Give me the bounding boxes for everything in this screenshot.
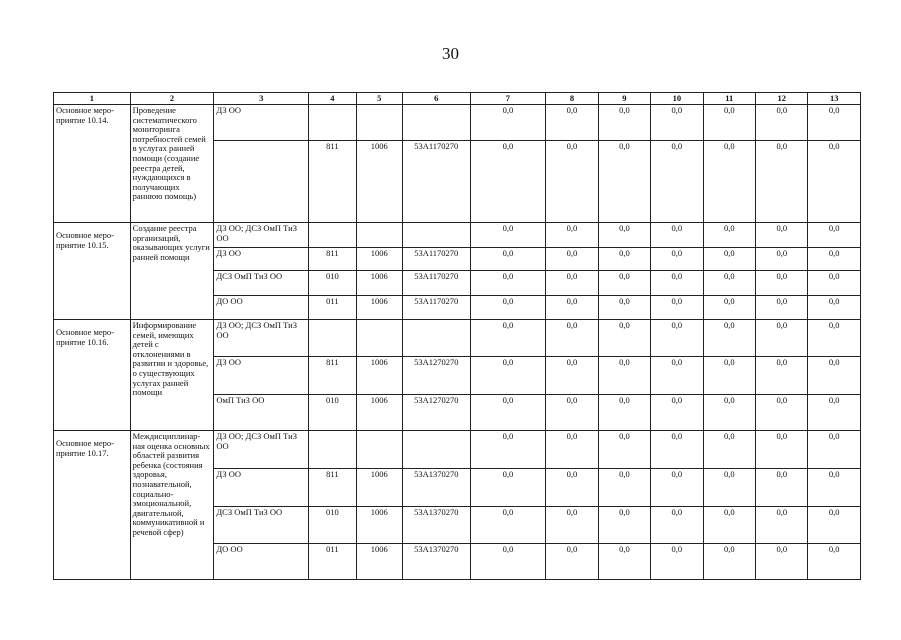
value-cell: 0,0 bbox=[651, 271, 703, 296]
value-cell: 0,0 bbox=[808, 271, 861, 296]
value-cell: 0,0 bbox=[546, 271, 598, 296]
value-cell: 0,0 bbox=[756, 320, 808, 357]
grbs-cell bbox=[309, 105, 356, 141]
header-row bbox=[54, 93, 861, 105]
csr-cell: 53А1170270 bbox=[402, 271, 470, 296]
grbs-cell: 010 bbox=[309, 395, 356, 431]
value-cell: 0,0 bbox=[470, 296, 546, 320]
executor-cell: ДО ОО bbox=[214, 544, 309, 580]
table-row bbox=[54, 105, 861, 141]
value-cell: 0,0 bbox=[546, 320, 598, 357]
value-cell: 0,0 bbox=[703, 223, 755, 248]
csr-cell: 53А1370270 bbox=[402, 507, 470, 544]
value-cell: 0,0 bbox=[651, 357, 703, 395]
value-cell: 0,0 bbox=[808, 507, 861, 544]
rzpr-cell bbox=[356, 105, 402, 141]
value-cell: 0,0 bbox=[808, 431, 861, 469]
grbs-cell: 010 bbox=[309, 271, 356, 296]
grbs-cell: 811 bbox=[309, 469, 356, 507]
rzpr-cell bbox=[356, 320, 402, 357]
value-cell: 0,0 bbox=[756, 544, 808, 580]
value-cell: 0,0 bbox=[546, 105, 598, 141]
value-cell: 0,0 bbox=[546, 223, 598, 248]
value-cell: 0,0 bbox=[598, 271, 650, 296]
value-cell: 0,0 bbox=[808, 395, 861, 431]
value-cell: 0,0 bbox=[546, 431, 598, 469]
executor-cell: ДСЗ ОмП ТиЗ ОО bbox=[214, 507, 309, 544]
value-cell: 0,0 bbox=[703, 141, 755, 223]
executor-cell: ДЗ ОО bbox=[214, 105, 309, 141]
value-cell: 0,0 bbox=[546, 296, 598, 320]
measure-id: Основное меро-приятие 10.14. bbox=[54, 105, 131, 223]
value-cell: 0,0 bbox=[756, 141, 808, 223]
value-cell: 0,0 bbox=[756, 469, 808, 507]
value-cell: 0,0 bbox=[651, 223, 703, 248]
grbs-cell bbox=[309, 431, 356, 469]
value-cell: 0,0 bbox=[651, 469, 703, 507]
measure-description: Информирование семей, имеющих детей с отклонениями в развитии и здоровье, о существующих услугах ранней помощи bbox=[130, 320, 214, 431]
executor-cell: ДЗ ОО; ДСЗ ОмП ТиЗ ОО bbox=[214, 320, 309, 357]
table-row bbox=[54, 431, 861, 469]
value-cell: 0,0 bbox=[756, 248, 808, 271]
grbs-cell: 811 bbox=[309, 357, 356, 395]
csr-cell: 53А1170270 bbox=[402, 248, 470, 271]
value-cell: 0,0 bbox=[703, 105, 755, 141]
value-cell: 0,0 bbox=[598, 469, 650, 507]
column-header: 6 bbox=[402, 93, 470, 105]
value-cell: 0,0 bbox=[598, 223, 650, 248]
value-cell: 0,0 bbox=[651, 141, 703, 223]
rzpr-cell: 1006 bbox=[356, 507, 402, 544]
value-cell: 0,0 bbox=[470, 544, 546, 580]
executor-cell: ДЗ ОО; ДСЗ ОмП ТиЗ ОО bbox=[214, 223, 309, 248]
table-row bbox=[54, 320, 861, 357]
rzpr-cell: 1006 bbox=[356, 544, 402, 580]
value-cell: 0,0 bbox=[598, 395, 650, 431]
column-header: 3 bbox=[214, 93, 309, 105]
value-cell: 0,0 bbox=[703, 469, 755, 507]
column-header: 11 bbox=[703, 93, 755, 105]
grbs-cell bbox=[309, 320, 356, 357]
value-cell: 0,0 bbox=[546, 357, 598, 395]
value-cell: 0,0 bbox=[651, 507, 703, 544]
grbs-cell bbox=[309, 223, 356, 248]
csr-cell bbox=[402, 431, 470, 469]
executor-cell: ОмП ТиЗ ОО bbox=[214, 395, 309, 431]
rzpr-cell: 1006 bbox=[356, 271, 402, 296]
value-cell: 0,0 bbox=[651, 395, 703, 431]
value-cell: 0,0 bbox=[598, 507, 650, 544]
value-cell: 0,0 bbox=[703, 296, 755, 320]
executor-cell: ДЗ ОО; ДСЗ ОмП ТиЗ ОО bbox=[214, 431, 309, 469]
rzpr-cell: 1006 bbox=[356, 357, 402, 395]
value-cell: 0,0 bbox=[703, 248, 755, 271]
rzpr-cell bbox=[356, 431, 402, 469]
value-cell: 0,0 bbox=[546, 248, 598, 271]
column-header: 12 bbox=[756, 93, 808, 105]
value-cell: 0,0 bbox=[756, 431, 808, 469]
value-cell: 0,0 bbox=[808, 248, 861, 271]
measure-description: Междисциплинар-ная оценка основных областей развития ребенка (состояния здоровья, познавательной, социально-эмоциональной, двигательной, коммуникативной и речевой сфер) bbox=[130, 431, 214, 580]
value-cell: 0,0 bbox=[651, 320, 703, 357]
value-cell: 0,0 bbox=[651, 105, 703, 141]
rzpr-cell: 1006 bbox=[356, 248, 402, 271]
value-cell: 0,0 bbox=[598, 320, 650, 357]
executor-cell: ДЗ ОО bbox=[214, 469, 309, 507]
value-cell: 0,0 bbox=[756, 271, 808, 296]
budget-table bbox=[53, 92, 861, 580]
column-header: 5 bbox=[356, 93, 402, 105]
value-cell: 0,0 bbox=[808, 141, 861, 223]
value-cell: 0,0 bbox=[546, 395, 598, 431]
value-cell: 0,0 bbox=[703, 357, 755, 395]
grbs-cell: 811 bbox=[309, 141, 356, 223]
value-cell: 0,0 bbox=[598, 431, 650, 469]
rzpr-cell: 1006 bbox=[356, 141, 402, 223]
measure-id: Основное меро-приятие 10.17. bbox=[54, 431, 131, 580]
value-cell: 0,0 bbox=[651, 544, 703, 580]
executor-cell: ДСЗ ОмП ТиЗ ОО bbox=[214, 271, 309, 296]
column-header: 4 bbox=[309, 93, 356, 105]
value-cell: 0,0 bbox=[808, 544, 861, 580]
value-cell: 0,0 bbox=[470, 507, 546, 544]
csr-cell: 53А1270270 bbox=[402, 395, 470, 431]
rzpr-cell: 1006 bbox=[356, 395, 402, 431]
grbs-cell: 811 bbox=[309, 248, 356, 271]
csr-cell: 53А1370270 bbox=[402, 469, 470, 507]
value-cell: 0,0 bbox=[756, 296, 808, 320]
value-cell: 0,0 bbox=[756, 507, 808, 544]
value-cell: 0,0 bbox=[703, 395, 755, 431]
value-cell: 0,0 bbox=[470, 223, 546, 248]
column-header: 13 bbox=[808, 93, 861, 105]
value-cell: 0,0 bbox=[703, 431, 755, 469]
executor-cell: ДО ОО bbox=[214, 296, 309, 320]
value-cell: 0,0 bbox=[598, 544, 650, 580]
measure-description: Создание реестра организаций, оказывающих услуги ранней помощи bbox=[130, 223, 214, 320]
value-cell: 0,0 bbox=[470, 141, 546, 223]
value-cell: 0,0 bbox=[470, 320, 546, 357]
csr-cell: 53А1170270 bbox=[402, 296, 470, 320]
csr-cell: 53А1370270 bbox=[402, 544, 470, 580]
rzpr-cell: 1006 bbox=[356, 296, 402, 320]
value-cell: 0,0 bbox=[703, 507, 755, 544]
value-cell: 0,0 bbox=[598, 105, 650, 141]
rzpr-cell: 1006 bbox=[356, 469, 402, 507]
value-cell: 0,0 bbox=[470, 357, 546, 395]
value-cell: 0,0 bbox=[756, 223, 808, 248]
value-cell: 0,0 bbox=[651, 431, 703, 469]
table-row bbox=[54, 223, 861, 248]
executor-cell: ДЗ ОО bbox=[214, 357, 309, 395]
csr-cell bbox=[402, 320, 470, 357]
value-cell: 0,0 bbox=[808, 469, 861, 507]
measure-description: Проведение систематического мониторинга потребностей семей в услугах ранней помощи (создание реестра детей, нуждающихся в получающих раннюю помощь) bbox=[130, 105, 214, 223]
page-number: 30 bbox=[442, 44, 459, 63]
value-cell: 0,0 bbox=[546, 469, 598, 507]
column-header: 9 bbox=[598, 93, 650, 105]
value-cell: 0,0 bbox=[470, 395, 546, 431]
column-header: 8 bbox=[546, 93, 598, 105]
value-cell: 0,0 bbox=[598, 141, 650, 223]
value-cell: 0,0 bbox=[808, 320, 861, 357]
rzpr-cell bbox=[356, 223, 402, 248]
value-cell: 0,0 bbox=[546, 544, 598, 580]
value-cell: 0,0 bbox=[756, 395, 808, 431]
value-cell: 0,0 bbox=[808, 357, 861, 395]
value-cell: 0,0 bbox=[470, 469, 546, 507]
value-cell: 0,0 bbox=[651, 248, 703, 271]
value-cell: 0,0 bbox=[470, 248, 546, 271]
grbs-cell: 010 bbox=[309, 507, 356, 544]
column-header: 7 bbox=[470, 93, 546, 105]
measure-id: Основное меро-приятие 10.16. bbox=[54, 320, 131, 431]
value-cell: 0,0 bbox=[651, 296, 703, 320]
value-cell: 0,0 bbox=[470, 105, 546, 141]
column-header: 10 bbox=[651, 93, 703, 105]
csr-cell: 53А1270270 bbox=[402, 357, 470, 395]
value-cell: 0,0 bbox=[546, 141, 598, 223]
value-cell: 0,0 bbox=[703, 271, 755, 296]
column-header: 1 bbox=[54, 93, 131, 105]
column-header: 2 bbox=[130, 93, 214, 105]
value-cell: 0,0 bbox=[756, 357, 808, 395]
value-cell: 0,0 bbox=[470, 271, 546, 296]
executor-cell bbox=[214, 141, 309, 223]
measure-id: Основное меро-приятие 10.15. bbox=[54, 223, 131, 320]
value-cell: 0,0 bbox=[808, 105, 861, 141]
value-cell: 0,0 bbox=[470, 431, 546, 469]
value-cell: 0,0 bbox=[598, 296, 650, 320]
grbs-cell: 011 bbox=[309, 544, 356, 580]
value-cell: 0,0 bbox=[598, 248, 650, 271]
csr-cell bbox=[402, 105, 470, 141]
csr-cell: 53А1170270 bbox=[402, 141, 470, 223]
value-cell: 0,0 bbox=[808, 296, 861, 320]
csr-cell bbox=[402, 223, 470, 248]
value-cell: 0,0 bbox=[598, 357, 650, 395]
value-cell: 0,0 bbox=[756, 105, 808, 141]
value-cell: 0,0 bbox=[808, 223, 861, 248]
executor-cell: ДЗ ОО bbox=[214, 248, 309, 271]
grbs-cell: 011 bbox=[309, 296, 356, 320]
value-cell: 0,0 bbox=[703, 320, 755, 357]
value-cell: 0,0 bbox=[546, 507, 598, 544]
value-cell: 0,0 bbox=[703, 544, 755, 580]
